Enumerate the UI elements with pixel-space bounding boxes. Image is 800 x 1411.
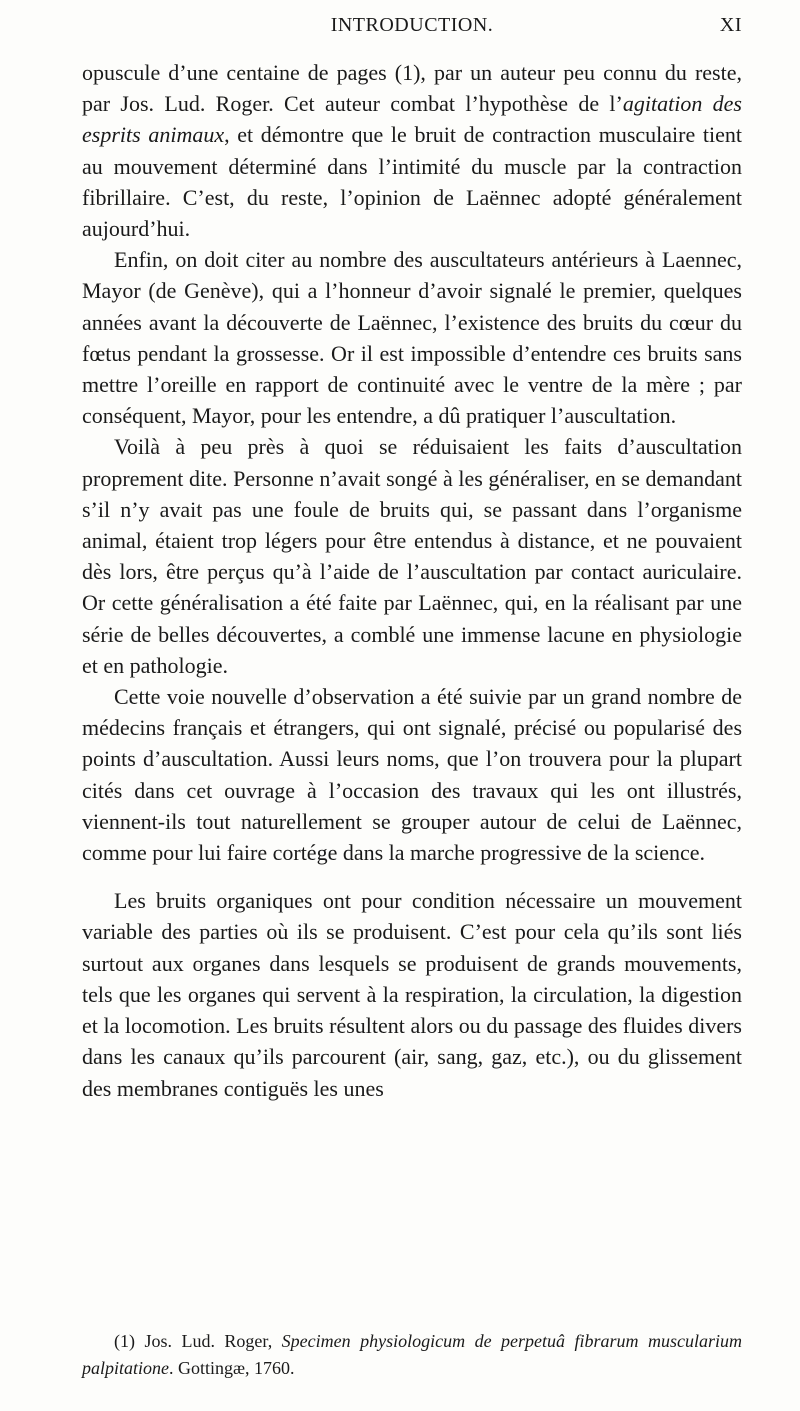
text-segment: Voilà à peu près à quoi se réduisaient les faits d’auscultation proprement dite. Personne n’avait songé à les généraliser, en se demandant s’il n’y avait pas une foule de bruits qui, se passant dans l’organisme animal, étaient trop légers pour être entendus à distance, et ne pouvaient dès lors, être perçus qu’à l’aide de l’auscultation par contact auriculaire. Or cette généralisation a été faite par Laënnec, qui, en la réalisant par une série de belles découvertes, a comblé une immense lacune en physiologie et en pathologie. — [82, 434, 742, 678]
paragraph-4 — [82, 681, 742, 868]
italic-segment: agitation des esprits animaux — [82, 91, 742, 148]
paragraph-5 — [82, 885, 742, 1103]
page-number: XI — [719, 14, 742, 36]
italic-segment: Specimen physiologicum de perpetuâ fibrarum muscularium palpitatione — [82, 1331, 742, 1378]
text-segment: Les bruits organiques ont pour condition nécessaire un mouvement variable des parties où ils se produisent. C’est pour cela qu’ils sont liés surtout aux organes dans lesquels se produisent de grands mouvements, tels que les organes qui servent à la respiration, la circulation, la digestion et la locomotion. Les bruits résultent alors ou du passage des fluides divers dans les canaux qu’ils parcourent (air, sang, gaz, etc.), ou du glissement des membranes contiguës les unes — [82, 888, 742, 1101]
text-segment: opuscule d’une centaine de pages (1), par un auteur peu connu du reste, par Jos. Lud. Roger. Cet auteur combat l’hypothèse de l’ — [82, 60, 742, 117]
running-header — [82, 14, 742, 44]
text-segment: Enfin, on doit citer au nombre des auscultateurs antérieurs à Laennec, Mayor (de Genève), qui a l’honneur d’avoir signalé le premier, quelques années avant la découverte de Laënnec, l’existence des bruits du cœur du fœtus pendant la grossesse. Or il est impossible d’entendre ces bruits sans mettre l’oreille en rapport de continuité avec le ventre de la mère ; par conséquent, Mayor, pour les entendre, a dû pratiquer l’auscultation. — [82, 247, 742, 429]
text-segment: . Gottingæ, 1760. — [169, 1358, 295, 1378]
paragraph-3 — [82, 431, 742, 681]
footnote — [82, 1328, 742, 1382]
running-title: INTRODUCTION. — [330, 14, 494, 36]
text-segment: , et démontre que le bruit de contraction musculaire tient au mouvement déterminé dans l’intimité du muscle par la contraction fibrillaire. C’est, du reste, l’opinion de Laënnec adopté généralement aujourd’hui. — [82, 122, 742, 242]
text-segment: (1) Jos. Lud. Roger, — [114, 1331, 282, 1351]
paragraph-1 — [82, 57, 742, 244]
main-text — [82, 57, 742, 1104]
footnote-text — [82, 1328, 742, 1382]
text-segment: Cette voie nouvelle d’observation a été suivie par un grand nombre de médecins français et étrangers, qui ont signalé, précisé ou popularisé des points d’auscultation. Aussi leurs noms, que l’on trouvera pour la plupart cités dans cet ouvrage à l’occasion des travaux qui les ont illustrés, viennent-ils tout naturellement se grouper autour de celui de Laënnec, comme pour lui faire cortége dans la marche progressive de la science. — [82, 684, 742, 866]
paragraph-2 — [82, 244, 742, 431]
